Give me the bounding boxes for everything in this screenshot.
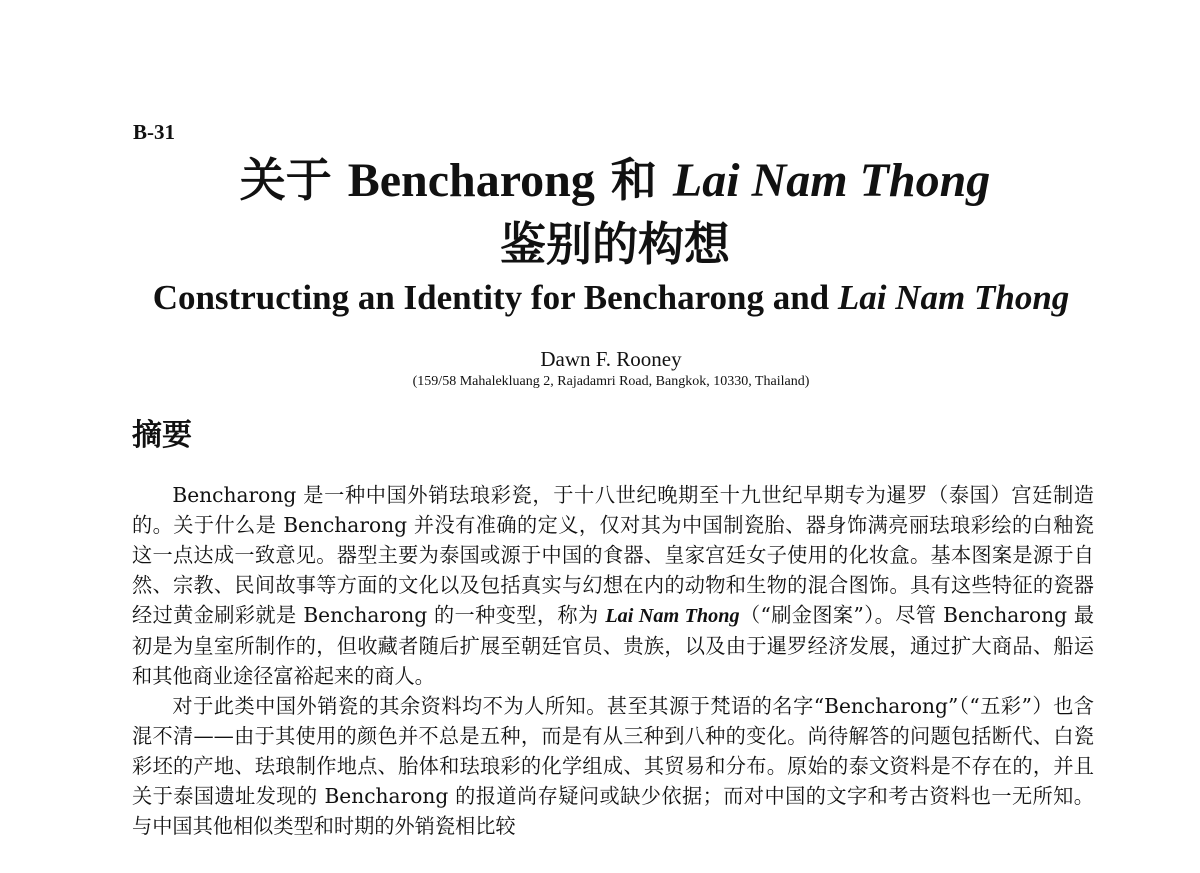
author-address: (159/58 Mahalekluang 2, Rajadamri Road, Bangkok, 10330, Thailand) [412,374,810,389]
abstract-heading: 摘要 [132,418,192,453]
p1-italic-term: Lai Nam Thong [605,605,740,627]
title-chinese-line2: 鉴别的构想 [500,217,730,271]
abstract-body [132,480,1094,841]
title-zh-italic: Lai Nam Thong [672,154,991,207]
title-en-italic: Lai Nam Thong [837,278,1070,317]
author-name: Dawn F. Rooney [540,347,682,371]
title-zh-mid: 和 [594,153,673,207]
title-zh-name: Bencharong [347,154,595,207]
title-chinese-line1 [0,150,1200,211]
title-en-main: Constructing an Identity for Bencharong and [152,278,838,317]
abstract-paragraph-1 [132,480,1094,691]
title-zh-prefix: 关于 [239,153,348,207]
paper-code: B-31 [133,120,175,144]
title-english [0,276,1200,320]
p1-text-a: Bencharong 是一种中国外销珐琅彩瓷，于十八世纪晚期至十九世纪早期专为暹罗（泰国）宫廷制造的。关于什么是 Bencharong 并没有准确的定义，仅对其为中国制瓷胎、器身饰满亮丽珐琅彩绘的白釉瓷这一点达成一致意见。器型主要为泰国或源于中国的食器、皇家宫廷女子使用的化妆盒。基本图案是源于自然、宗教、民间故事等方面的文化以及包括真实与幻想在内的动物和生物的混合图饰。具有这些特征的瓷器经过黄金刷彩就是 Bencharong 的一种变型，称为 [132,483,1094,627]
abstract-paragraph-2: 对于此类中国外销瓷的其余资料均不为人所知。甚至其源于梵语的名字“Bencharong”（“五彩”）也含混不清——由于其使用的颜色并不总是五种，而是有从三种到八种的变化。尚待解答的问题包括断代、白瓷彩坯的产地、珐琅制作地点、胎体和珐琅彩的化学组成、其贸易和分布。原始的泰文资料是不存在的，并且关于泰国遗址发现的 Bencharong 的报道尚存疑问或缺少依据；而对中国的文字和考古资料也一无所知。与中国其他相似类型和时期的外销瓷相比较 [132,694,1094,838]
p1-text-b: （“刷金图案”）。尽管 Bencharong 最初是为皇室所制作的，但收藏者随后扩展至朝廷官员、贵族，以及由于暹罗经济发展，通过扩大商品、船运和其他商业途径富裕起来的商人。 [132,603,1095,688]
